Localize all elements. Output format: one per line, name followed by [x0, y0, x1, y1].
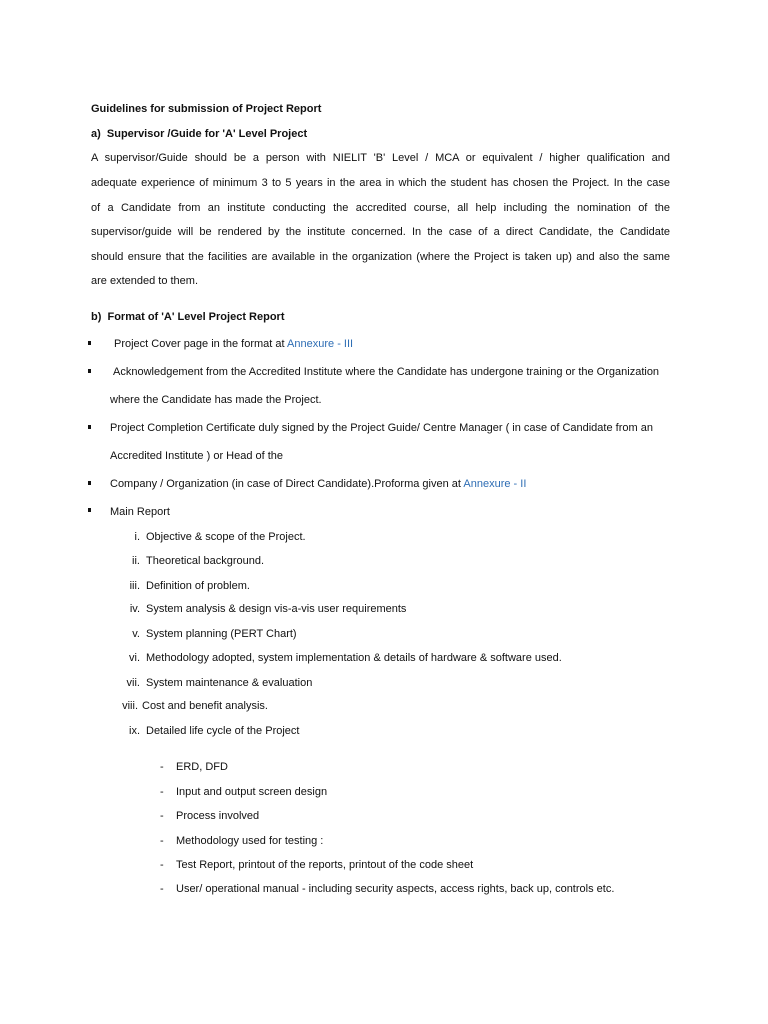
list-item: Test Report, printout of the reports, printout of the code sheet	[176, 859, 474, 871]
paragraph-line: of a Candidate from an institute conducting the accredited course, all help including the nomination of the	[91, 202, 670, 214]
paragraph-line: adequate experience of minimum 3 to 5 years in the area in which the student has chosen the Project. In the case	[91, 177, 670, 189]
bullet-icon	[88, 425, 91, 429]
list-item: Definition of problem.	[146, 580, 250, 592]
list-item: ERD, DFD	[176, 761, 228, 773]
list-item: Methodology adopted, system implementation & details of hardware & software used.	[146, 652, 562, 664]
list-item: Detailed life cycle of the Project	[146, 725, 300, 737]
list-number: v.	[132, 628, 140, 640]
list-item: System maintenance & evaluation	[146, 677, 313, 689]
list-item: Cost and benefit analysis.	[142, 700, 268, 712]
section-a-heading: a) Supervisor /Guide for 'A' Level Project	[91, 128, 308, 140]
bullet-text: Company / Organization (in case of Direct Candidate).Proforma given at	[110, 478, 464, 490]
bullet-item: Acknowledgement from the Accredited Institute where the Candidate has undergone training or the Organization	[113, 366, 660, 378]
list-item: User/ operational manual - including security aspects, access rights, back up, controls etc.	[176, 883, 615, 895]
bullet-icon	[88, 369, 91, 373]
list-number: i.	[134, 531, 140, 543]
dash-marker: -	[160, 883, 164, 895]
paragraph-line: A supervisor/Guide should be a person with NIELIT 'B' Level / MCA or equivalent / higher qualification and	[91, 152, 670, 164]
dash-marker: -	[160, 810, 164, 822]
list-number: vi.	[129, 652, 140, 664]
dash-marker: -	[160, 859, 164, 871]
list-item: System analysis & design vis-a-vis user requirements	[146, 603, 407, 615]
bullet-item-main-report: Main Report	[110, 506, 170, 518]
list-item: System planning (PERT Chart)	[146, 628, 297, 640]
annexure-iii-link[interactable]: Annexure - III	[287, 338, 354, 350]
annexure-ii-link[interactable]: Annexure - II	[463, 478, 527, 490]
list-item: Theoretical background.	[146, 555, 265, 567]
bullet-item	[110, 477, 526, 491]
paragraph-line: should ensure that the facilities are available in the organization (where the Project is taken up) and also the same	[91, 251, 670, 263]
document-title: Guidelines for submission of Project Report	[91, 103, 322, 115]
paragraph-line: supervisor/guide will be rendered by the institute concerned. In the case of a direct Candidate, the Candidate	[91, 226, 670, 238]
paragraph-line: are extended to them.	[91, 275, 199, 287]
dash-marker: -	[160, 761, 164, 773]
list-number: ii.	[132, 555, 140, 567]
section-b-heading: b) Format of 'A' Level Project Report	[91, 311, 285, 323]
list-item: Process involved	[176, 810, 260, 822]
list-number: iii.	[129, 580, 140, 592]
bullet-text: Project Cover page in the format at	[114, 338, 288, 350]
bullet-item-continuation: Accredited Institute ) or Head of the	[110, 450, 284, 462]
list-item: Input and output screen design	[176, 786, 328, 798]
bullet-item-continuation: where the Candidate has made the Project.	[110, 394, 322, 406]
bullet-item	[114, 337, 353, 351]
list-item: Objective & scope of the Project.	[146, 531, 306, 543]
bullet-icon	[88, 341, 91, 345]
dash-marker: -	[160, 786, 164, 798]
bullet-item: Project Completion Certificate duly signed by the Project Guide/ Centre Manager ( in case of Candidate from an	[110, 422, 653, 434]
list-number: ix.	[129, 725, 140, 737]
bullet-icon	[88, 508, 91, 512]
list-number: iv.	[129, 603, 140, 615]
list-number: vii.	[126, 677, 140, 689]
list-number: viii.	[122, 700, 138, 712]
list-item: Methodology used for testing :	[176, 835, 324, 847]
dash-marker: -	[160, 835, 164, 847]
bullet-icon	[88, 481, 91, 485]
